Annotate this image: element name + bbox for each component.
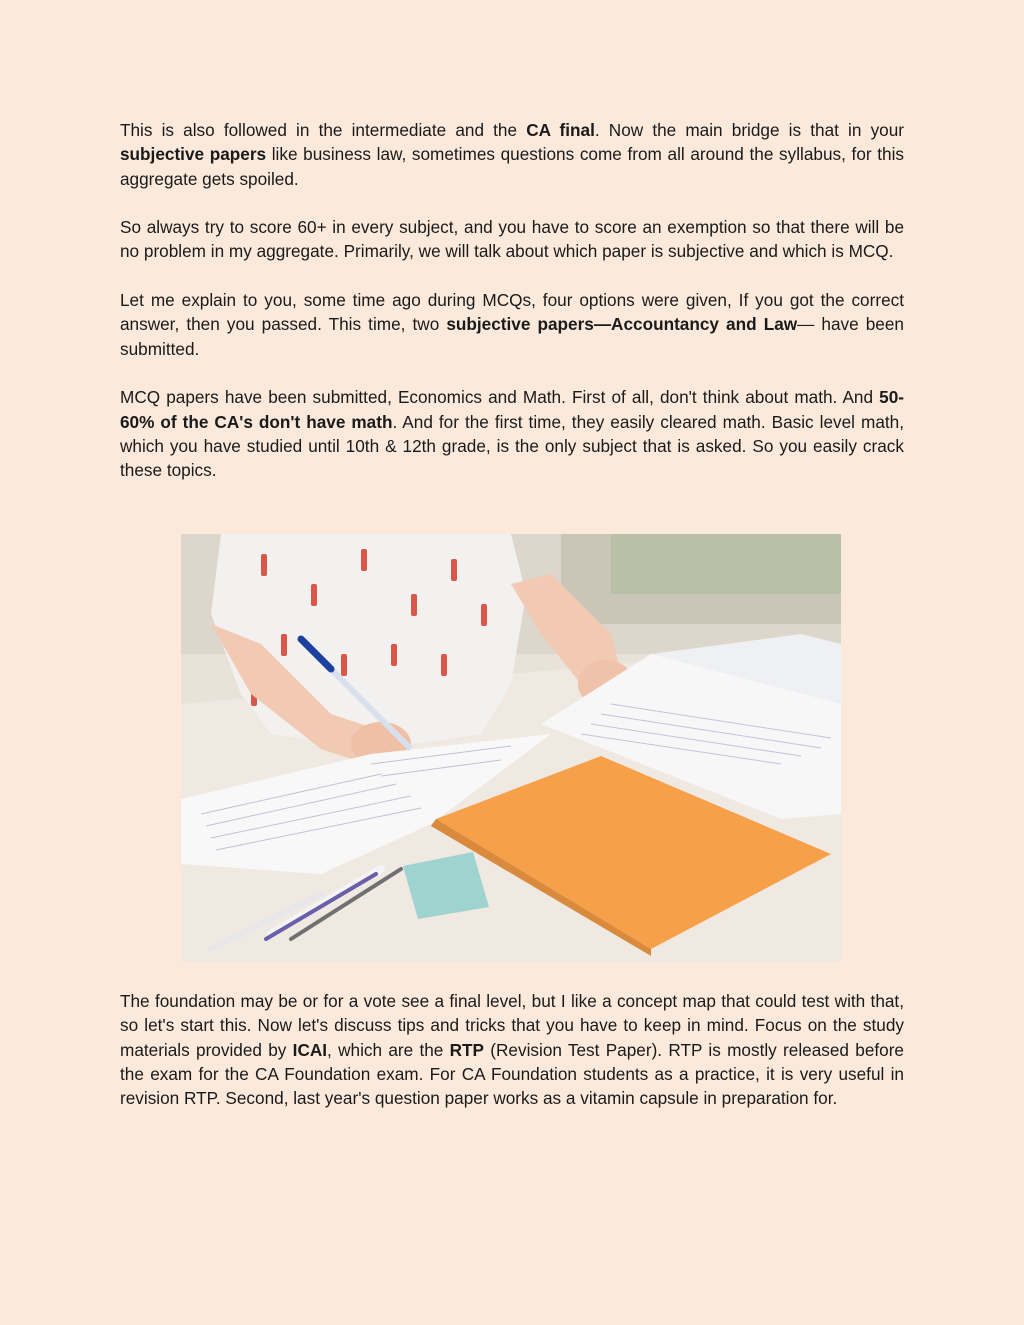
text-segment: like business law, sometimes questions come from all around the syllabus, for this aggregate gets spoiled.: [120, 144, 904, 189]
document-body: [120, 118, 904, 507]
paragraph-5: [120, 989, 904, 1110]
bold-text-segment: RTP: [449, 1039, 485, 1060]
text-segment: Let me explain to you, some time ago during MCQs, four options were given, If you got the correct answer, then you passed. This time, two: [120, 290, 904, 335]
study-photo: [181, 534, 841, 962]
text-segment: . Now the main bridge is that in your: [594, 120, 905, 140]
bold-text-segment: subjective papers—Accountancy and Law: [446, 314, 798, 335]
bold-text-segment: ICAI: [292, 1039, 328, 1060]
text-segment: The foundation may be or for a vote see a final level, but I like a concept map that could test with that, so let's start this. Now let's discuss tips and tricks that you have to keep in mind. Focus on the study materials provided by: [120, 991, 904, 1060]
bold-text-segment: subjective papers: [120, 144, 267, 165]
text-segment: (Revision Test Paper). RTP is mostly released before the exam for the CA Foundation exam. For CA Foundation students as a practice, it is very useful in revision RTP. Second, last year's question paper works as a vitamin capsule in preparation for.: [120, 1039, 904, 1109]
document-body-continued: [120, 989, 904, 1135]
text-segment: This is also followed in the intermediate and the: [120, 120, 527, 140]
text-segment: So always try to score 60+ in every subject, and you have to score an exemption so that there will be no problem in my aggregate. Primarily, we will talk about which paper is subjective and which is MCQ.: [120, 217, 904, 262]
paragraph-4: [120, 385, 904, 482]
text-segment: — have been submitted.: [120, 314, 904, 359]
bold-text-segment: 50-60% of the CA's don't have math: [120, 387, 904, 432]
text-segment: MCQ papers have been submitted, Economics and Math. First of all, don't think about math. And: [120, 387, 880, 408]
bold-text-segment: CA final: [526, 120, 595, 140]
text-segment: . And for the first time, they easily cleared math. Basic level math, which you have studied until 10th & 12th grade, is the only subject that is asked. So you easily crack these topics.: [120, 411, 904, 481]
paragraph-1: [120, 118, 904, 191]
student-writing-illustration: [181, 534, 841, 962]
paragraph-3: [120, 288, 904, 361]
paragraph-2: [120, 215, 904, 264]
text-segment: , which are the: [327, 1039, 450, 1060]
